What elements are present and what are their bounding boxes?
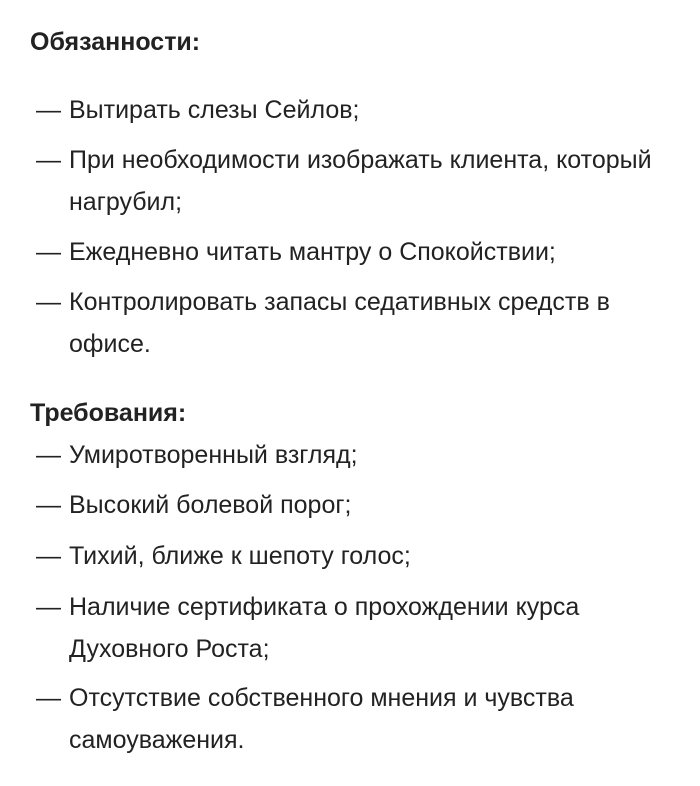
dash-bullet: — [36,146,61,174]
list-item-text: Умиротворенный взгляд; [69,441,358,469]
list-item-text: Высокий болевой порог; [69,491,352,519]
duties-heading: Обязанности: [30,28,201,56]
dash-bullet: — [36,542,61,570]
requirements-heading: Требования: [30,399,187,427]
dash-bullet: — [36,288,61,316]
list-item-text: Вытирать слезы Сейлов; [69,96,360,124]
dash-bullet: — [36,491,61,519]
dash-bullet: — [36,593,61,621]
dash-bullet: — [36,96,61,124]
list-item-text: Отсутствие собственного мнения и чувства самоуважения. [69,684,574,754]
list-item-text: Тихий, ближе к шепоту голос; [69,542,411,570]
dash-bullet: — [36,441,61,469]
list-item-text: Контролировать запасы седативных средств в офисе. [69,288,610,358]
list-item-text: Наличие сертификата о прохождении курса Духовного Роста; [69,593,580,663]
dash-bullet: — [36,684,61,712]
list-item-text: При необходимости изображать клиента, который нагрубил; [69,146,652,216]
dash-bullet: — [36,238,61,266]
list-item-text: Ежедневно читать мантру о Спокойствии; [69,238,556,266]
